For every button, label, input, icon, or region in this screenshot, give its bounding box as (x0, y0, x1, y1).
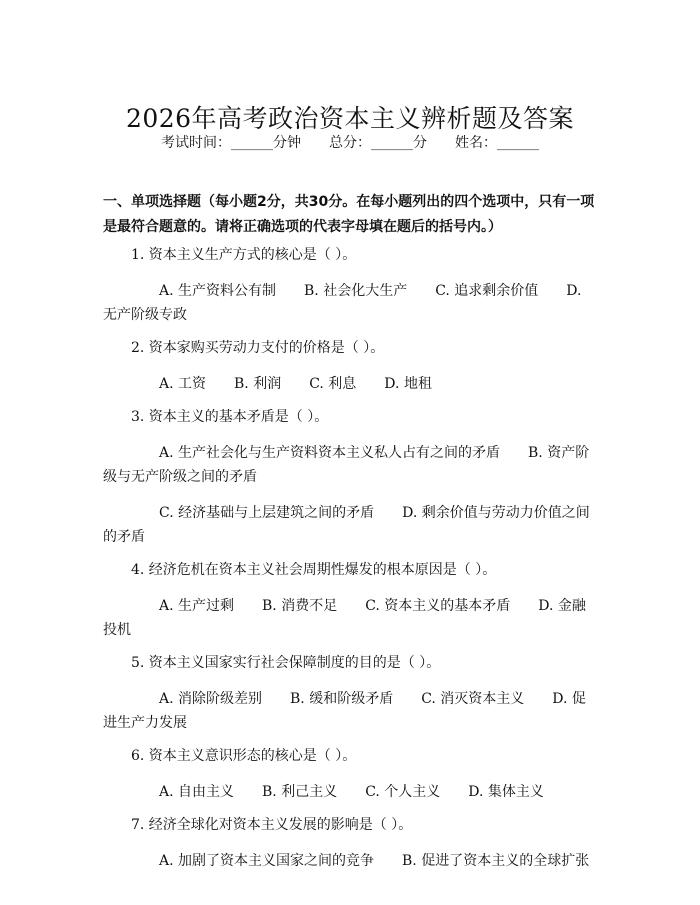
question-list (103, 243, 598, 882)
question-1 (103, 243, 598, 327)
question-stem: 1. 资本主义生产方式的核心是（ ）。 (131, 247, 357, 263)
question-options: A. 加剧了资本主义国家之间的竞争 B. 促进了资本主义的全球扩张 (159, 853, 590, 869)
exam-meta (0, 132, 700, 152)
page-title: 2026年高考政治资本主义辨析题及答案 (125, 103, 575, 133)
question-3 (103, 405, 598, 549)
question-6 (103, 744, 598, 804)
exam-time-label: 考试时间：______分钟 (161, 135, 301, 151)
question-stem: 7. 经济全球化对资本主义发展的影响是（ ）。 (131, 817, 413, 833)
question-options: A. 生产资料公有制 B. 社会化大生产 C. 追求剩余价值 D. 无产阶级专政 (103, 283, 582, 323)
student-name-label: 姓名：______ (455, 135, 539, 151)
question-4 (103, 558, 598, 642)
question-options: A. 生产过剩 B. 消费不足 C. 资本主义的基本矛盾 D. 金融投机 (103, 598, 586, 638)
section-heading: 一、单项选择题（每小题2分，共30分。在每小题列出的四个选项中，只有一项是最符合题意的。请将正确选项的代表字母填在题后的括号内。） (103, 194, 595, 235)
question-stem: 4. 经济危机在资本主义社会周期性爆发的根本原因是（ ）。 (131, 562, 497, 578)
question-options: A. 工资 B. 利润 C. 利息 D. 地租 (159, 376, 432, 392)
question-7 (103, 813, 598, 873)
question-options: A. 自由主义 B. 利己主义 C. 个人主义 D. 集体主义 (159, 784, 544, 800)
question-options-continued: C. 经济基础与上层建筑之间的矛盾 D. 剩余价值与劳动力价值之间的矛盾 (103, 505, 590, 545)
question-stem: 5. 资本主义国家实行社会保障制度的目的是（ ）。 (131, 655, 441, 671)
question-stem: 6. 资本主义意识形态的核心是（ ）。 (131, 748, 357, 764)
question-options: A. 生产社会化与生产资料资本主义私人占有之间的矛盾 B. 资产阶级与无产阶级之间的矛盾 (103, 445, 590, 485)
question-stem: 2. 资本家购买劳动力支付的价格是（ ）。 (131, 340, 385, 356)
question-5 (103, 651, 598, 735)
total-score-label: 总分：______分 (329, 135, 427, 151)
question-2 (103, 336, 598, 396)
question-stem: 3. 资本主义的基本矛盾是（ ）。 (131, 409, 329, 425)
question-options: A. 消除阶级差别 B. 缓和阶级矛盾 C. 消灭资本主义 D. 促进生产力发展 (103, 691, 586, 731)
